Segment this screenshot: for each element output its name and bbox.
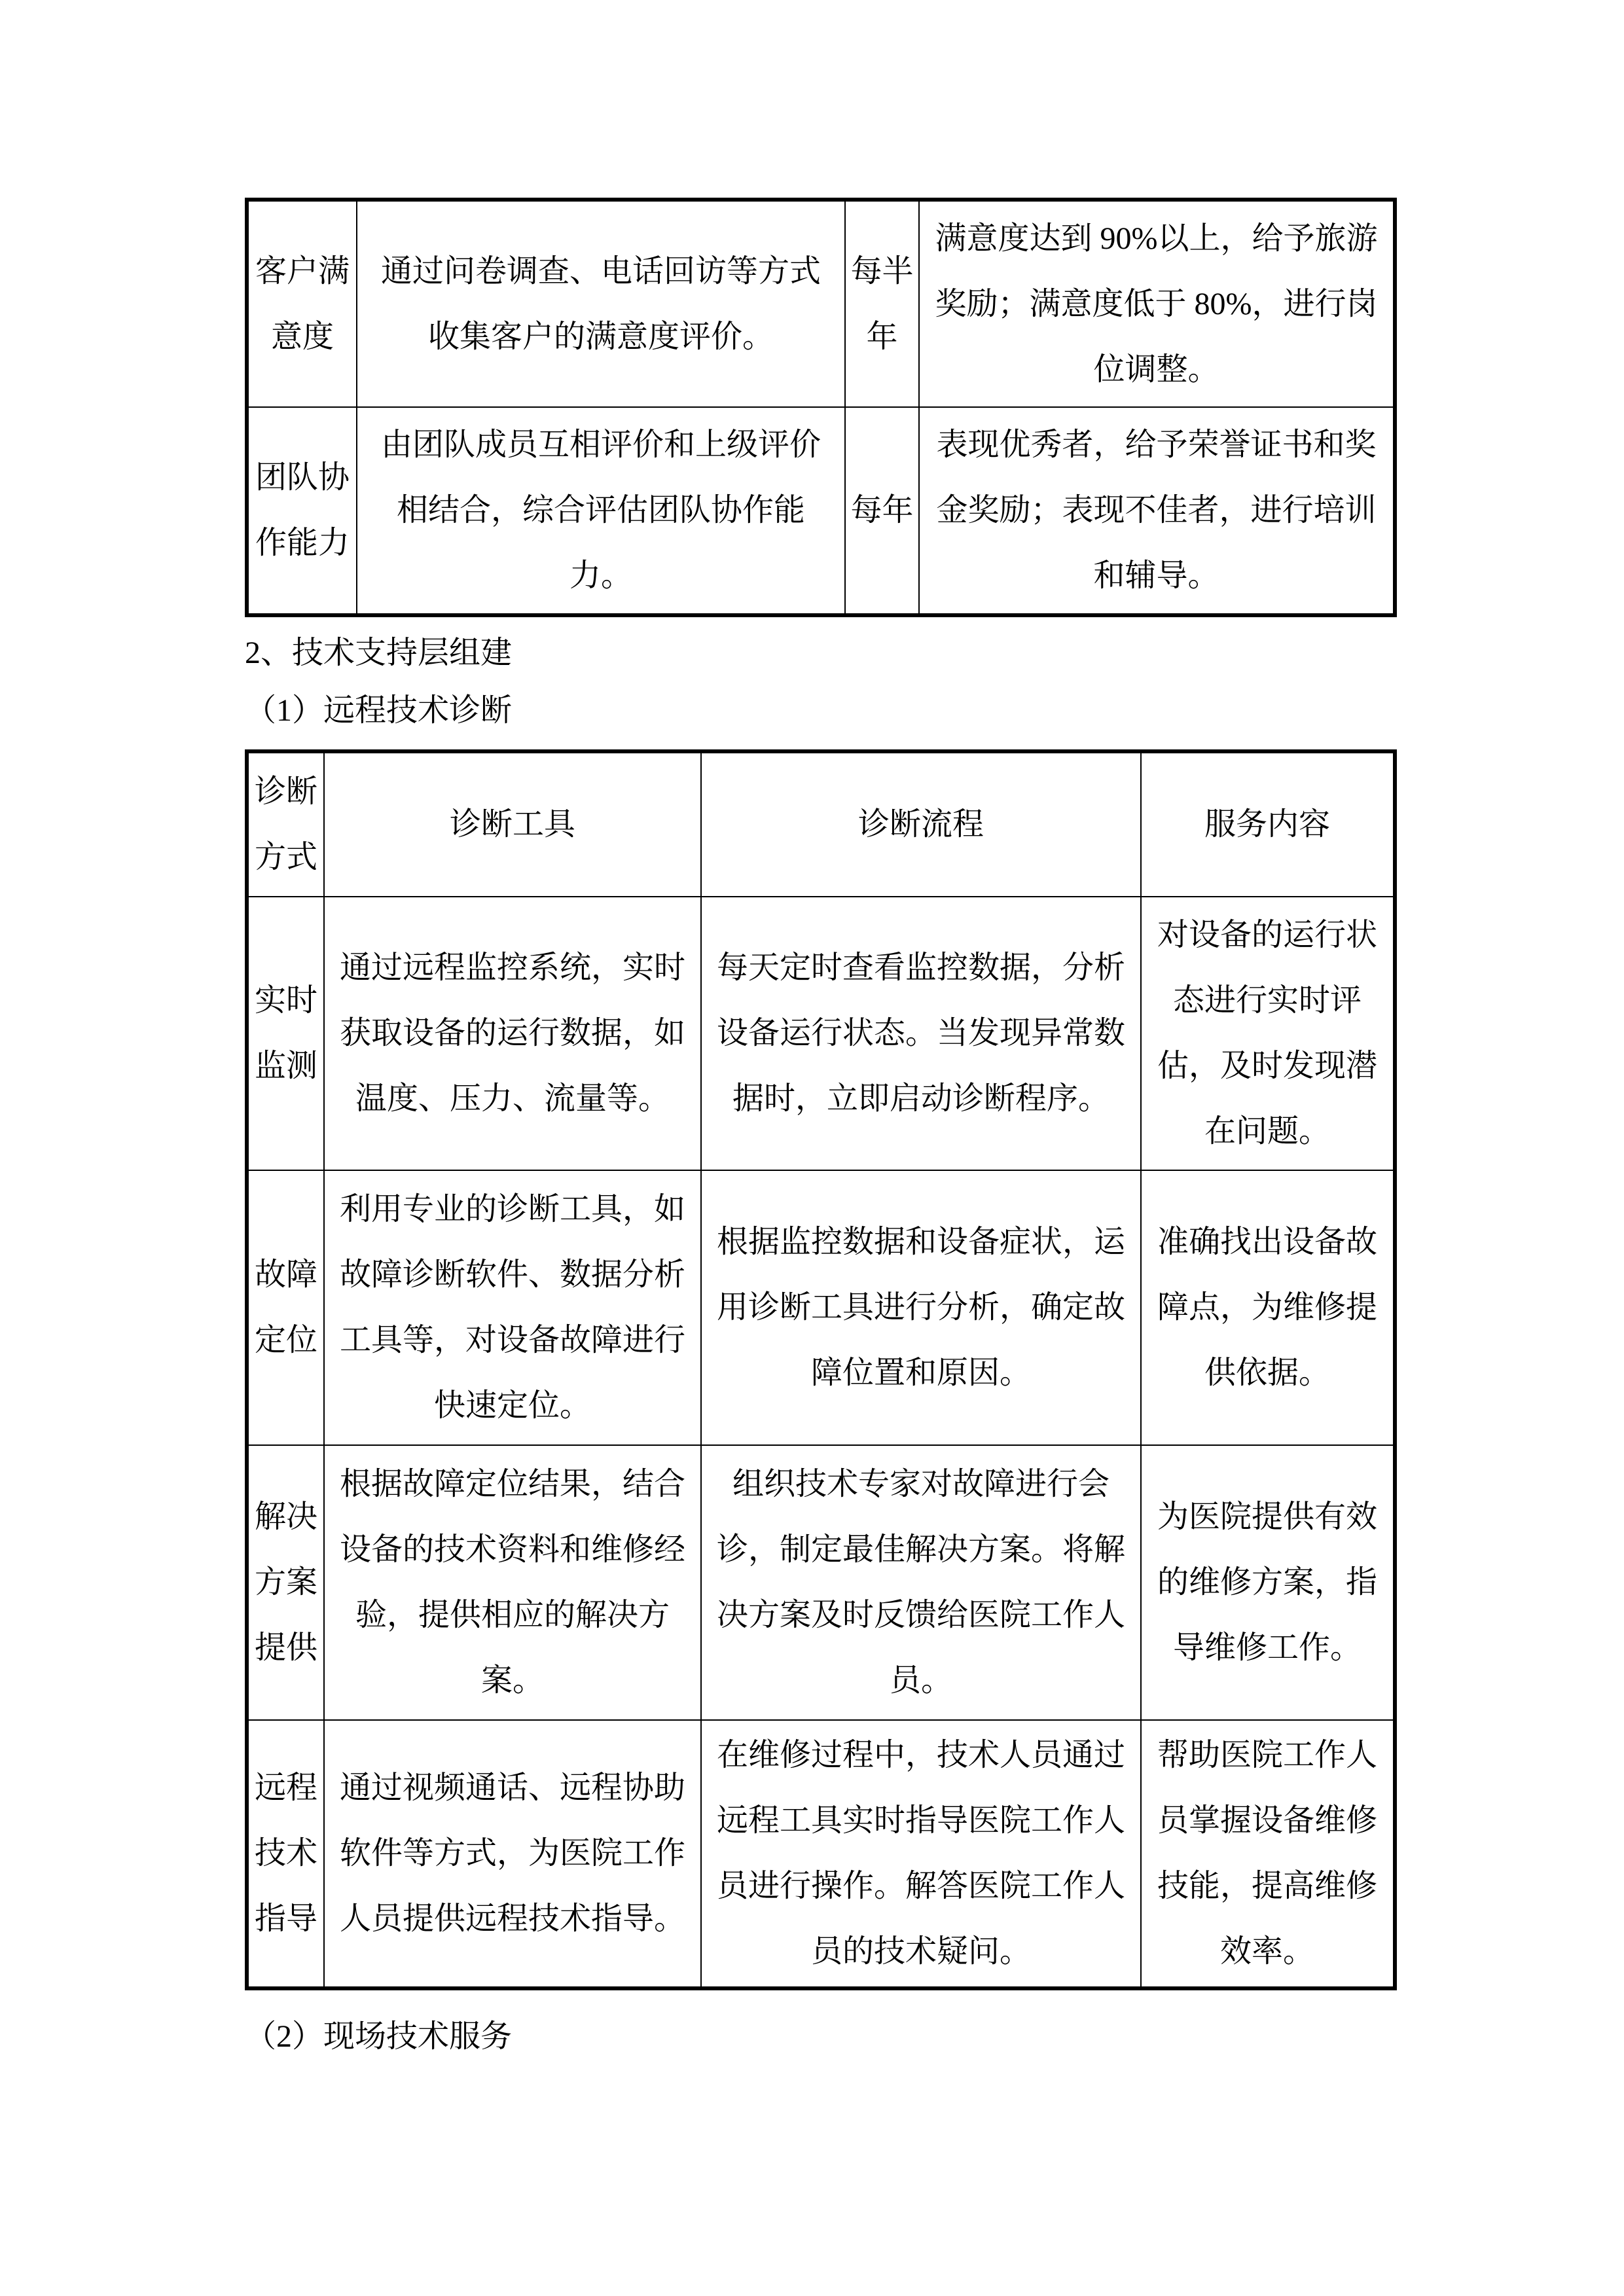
table-cell-flow: 组织技术专家对故障进行会诊，制定最佳解决方案。将解决方案及时反馈给医院工作人员。 <box>701 1445 1141 1720</box>
subsection-heading-onsite-service: （2）现场技术服务 <box>245 2019 513 2054</box>
table-cell-service: 为医院提供有效的维修方案，指导维修工作。 <box>1141 1445 1395 1720</box>
table-row <box>247 200 1395 407</box>
table-cell-reward: 表现优秀者，给予荣誉证书和奖金奖励；表现不佳者，进行培训和辅导。 <box>919 407 1395 615</box>
table-cell-service: 帮助医院工作人员掌握设备维修技能，提高维修效率。 <box>1141 1720 1395 1988</box>
section-heading: 2、技术支持层组建 <box>245 636 513 670</box>
table-cell-tool: 根据故障定位结果，结合设备的技术资料和维修经验，提供相应的解决方案。 <box>324 1445 701 1720</box>
assessment-table <box>245 198 1397 617</box>
table-cell-tool: 利用专业的诊断工具，如故障诊断软件、数据分析工具等，对设备故障进行快速定位。 <box>324 1170 701 1445</box>
table-header-diagnosis-flow: 诊断流程 <box>701 751 1141 897</box>
table-cell-frequency: 每半年 <box>845 200 919 407</box>
table-cell-service: 对设备的运行状态进行实时评估，及时发现潜在问题。 <box>1141 897 1395 1170</box>
table-cell-frequency: 每年 <box>845 407 919 615</box>
table-cell-service: 准确找出设备故障点，为维修提供依据。 <box>1141 1170 1395 1445</box>
table-header-service-content: 服务内容 <box>1141 751 1395 897</box>
remote-diagnosis-table <box>245 749 1397 1990</box>
table-cell-tool: 通过视频通话、远程协助软件等方式，为医院工作人员提供远程技术指导。 <box>324 1720 701 1988</box>
table-cell-flow: 根据监控数据和设备症状，运用诊断工具进行分析，确定故障位置和原因。 <box>701 1170 1141 1445</box>
table-header-diagnosis-tool: 诊断工具 <box>324 751 701 897</box>
table-row <box>247 897 1395 1170</box>
table-cell-tool: 通过远程监控系统，实时获取设备的运行数据，如温度、压力、流量等。 <box>324 897 701 1170</box>
subsection-heading-remote-diagnosis: （1）远程技术诊断 <box>245 693 513 728</box>
table-header-diagnosis-mode: 诊断方式 <box>247 751 324 897</box>
table-cell-method: 通过问卷调查、电话回访等方式收集客户的满意度评价。 <box>357 200 845 407</box>
table-cell-mode: 解决方案提供 <box>247 1445 324 1720</box>
table-cell-flow: 在维修过程中，技术人员通过远程工具实时指导医院工作人员进行操作。解答医院工作人员的技术疑问。 <box>701 1720 1141 1988</box>
table-cell-reward: 满意度达到 90%以上，给予旅游奖励；满意度低于 80%，进行岗位调整。 <box>919 200 1395 407</box>
table-cell-mode: 故障定位 <box>247 1170 324 1445</box>
table-row <box>247 1720 1395 1988</box>
table-row <box>247 1170 1395 1445</box>
table-cell-criterion: 客户满意度 <box>247 200 357 407</box>
table-cell-mode: 远程技术指导 <box>247 1720 324 1988</box>
table-cell-flow: 每天定时查看监控数据，分析设备运行状态。当发现异常数据时，立即启动诊断程序。 <box>701 897 1141 1170</box>
table-header-row <box>247 751 1395 897</box>
table-row <box>247 407 1395 615</box>
table-cell-criterion: 团队协作能力 <box>247 407 357 615</box>
table-cell-mode: 实时监测 <box>247 897 324 1170</box>
table-row <box>247 1445 1395 1720</box>
table-cell-method: 由团队成员互相评价和上级评价相结合，综合评估团队协作能力。 <box>357 407 845 615</box>
